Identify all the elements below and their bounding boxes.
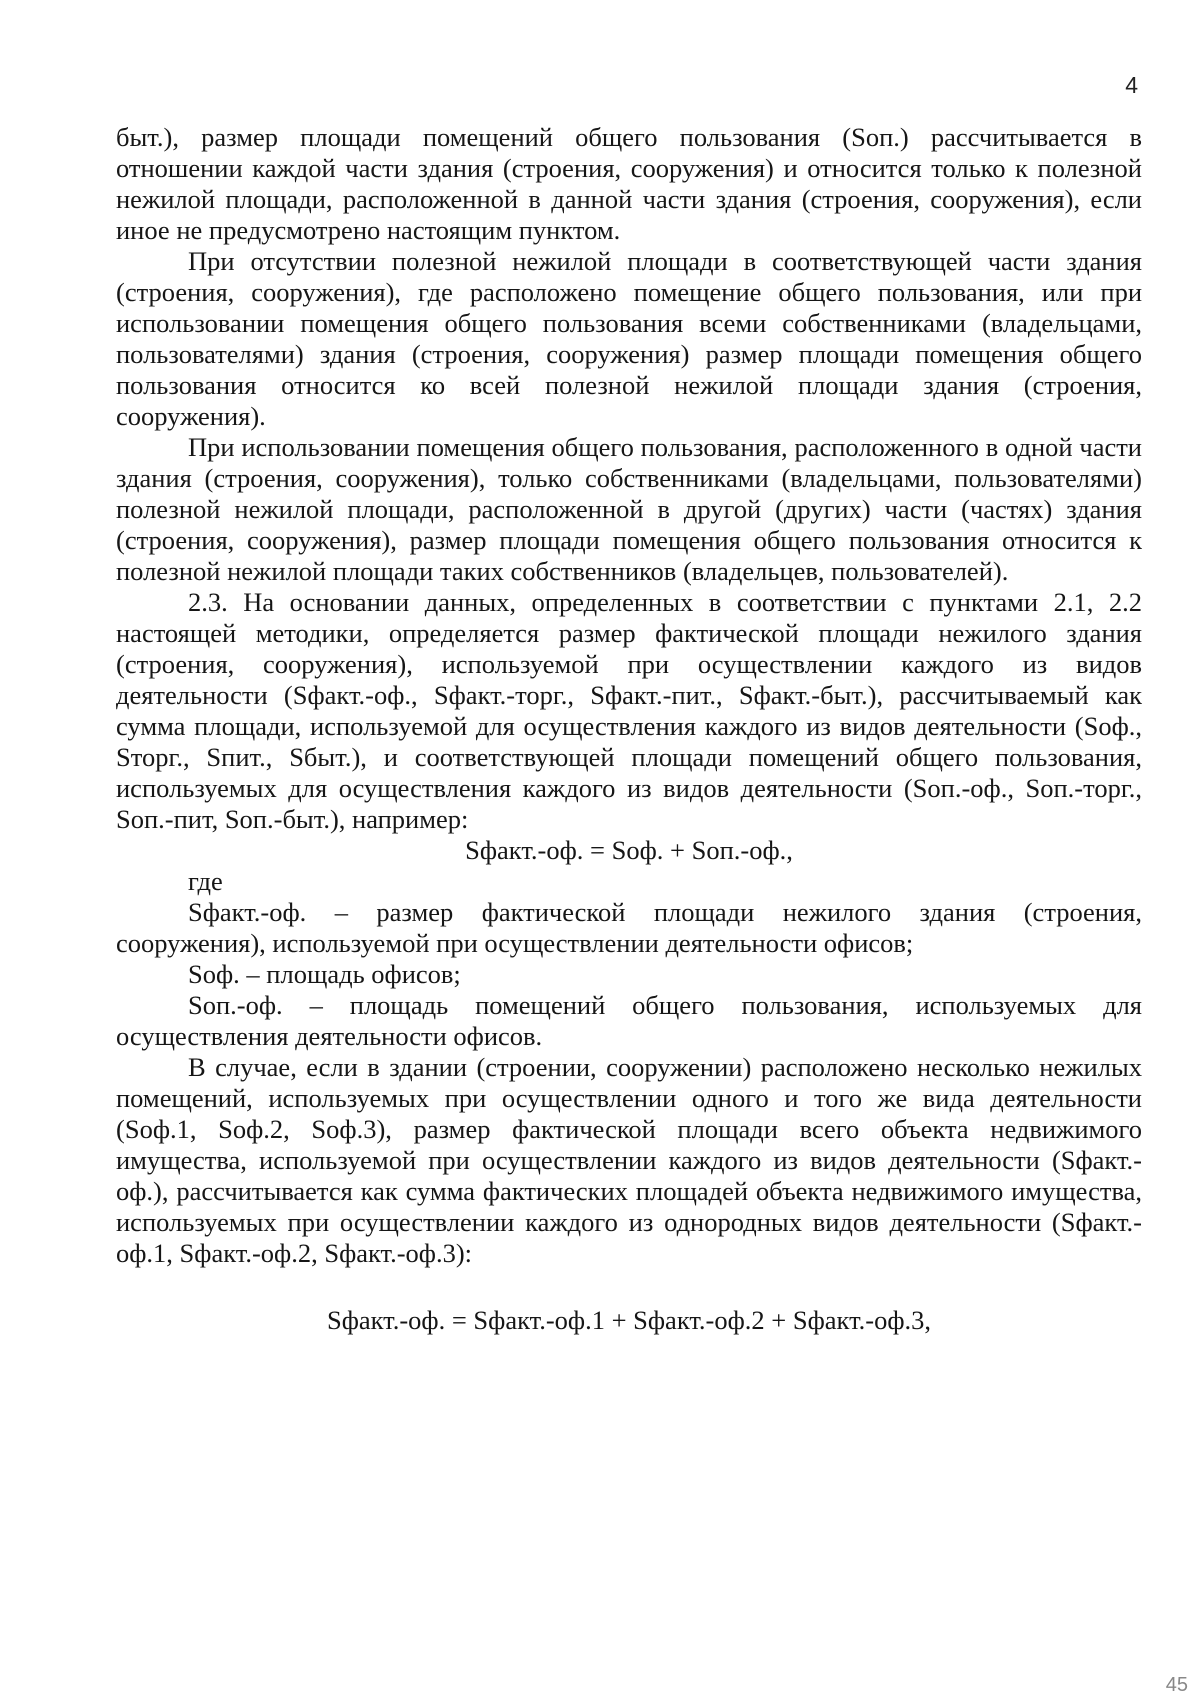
- formula-office-area: Sфакт.-оф. = Sоф. + Sоп.-оф.,: [465, 835, 793, 865]
- paragraph-other-part-owners: При использовании помещения общего пользования, расположенного в одной части здания (строения, сооружения), только собственниками (владельцами, пользователями) полезной нежилой площади, расположенной в другой (других) части (частях) здания (строения, сооружения), размер площади помещения общего пользования относится к полезной нежилой площади таких собственников (владельцев, пользователей).: [116, 432, 1142, 586]
- paragraph-no-useful-area: При отсутствии полезной нежилой площади в соответствующей части здания (строения, сооружения), где расположено помещение общего пользования, или при использовании помещения общего пользования всеми собственниками (владельцами, пользователями) здания (строения, сооружения) размер площади помещения общего пользования относится ко всей полезной нежилой площади здания (строения, сооружения).: [116, 246, 1142, 431]
- definition-actual-office-area: Sфакт.-оф. – размер фактической площади нежилого здания (строения, сооружения), используемой при осуществлении деятельности офисов;: [116, 897, 1142, 958]
- document-body: [116, 122, 1142, 1336]
- paragraph-section-2-3: 2.3. На основании данных, определенных в соответствии с пунктами 2.1, 2.2 настоящей методики, определяется размер фактической площади нежилого здания (строения, сооружения), используемой при осуществлении каждого из видов деятельности (Sфакт.-оф., Sфакт.-торг., Sфакт.-пит., Sфакт.-быт.), рассчитываемый как сумма площади, используемой для осуществления каждого из видов деятельности (Sоф., Sторг., Sпит., Sбыт.), и соответствующей площади помещений общего пользования, используемых для осуществления каждого из видов деятельности (Sоп.-оф., Sоп.-торг., Sоп.-пит, Sоп.-быт.), например:: [116, 587, 1142, 834]
- definition-common-area-office: Sоп.-оф. – площадь помещений общего пользования, используемых для осуществления деятельности офисов.: [116, 990, 1142, 1051]
- corner-page-mark: 45: [1165, 1674, 1188, 1696]
- where-label: где: [188, 866, 223, 896]
- paragraph-continuation: быт.), размер площади помещений общего пользования (Sоп.) рассчитывается в отношении каждой части здания (строения, сооружения) и относится только к полезной нежилой площади, расположенной в данной части здания (строения, сооружения), если иное не предусмотрено настоящим пунктом.: [116, 122, 1142, 245]
- definition-office-area: Sоф. – площадь офисов;: [188, 959, 461, 989]
- page-number: 4: [1125, 72, 1138, 98]
- formula-sum-actual-areas: Sфакт.-оф. = Sфакт.-оф.1 + Sфакт.-оф.2 + Sфакт.-оф.3,: [326, 1305, 932, 1335]
- paragraph-multiple-premises: В случае, если в здании (строении, сооружении) расположено несколько нежилых помещений, используемых при осуществлении одного и того же вида деятельности (Sоф.1, Sоф.2, Sоф.3), размер фактической площади всего объекта недвижимого имущества, используемой при осуществлении каждого из видов деятельности (Sфакт.-оф.), рассчитывается как сумма фактических площадей объекта недвижимого имущества, используемых при осуществлении каждого из однородных видов деятельности (Sфакт.-оф.1, Sфакт.-оф.2, Sфакт.-оф.3):: [116, 1052, 1142, 1268]
